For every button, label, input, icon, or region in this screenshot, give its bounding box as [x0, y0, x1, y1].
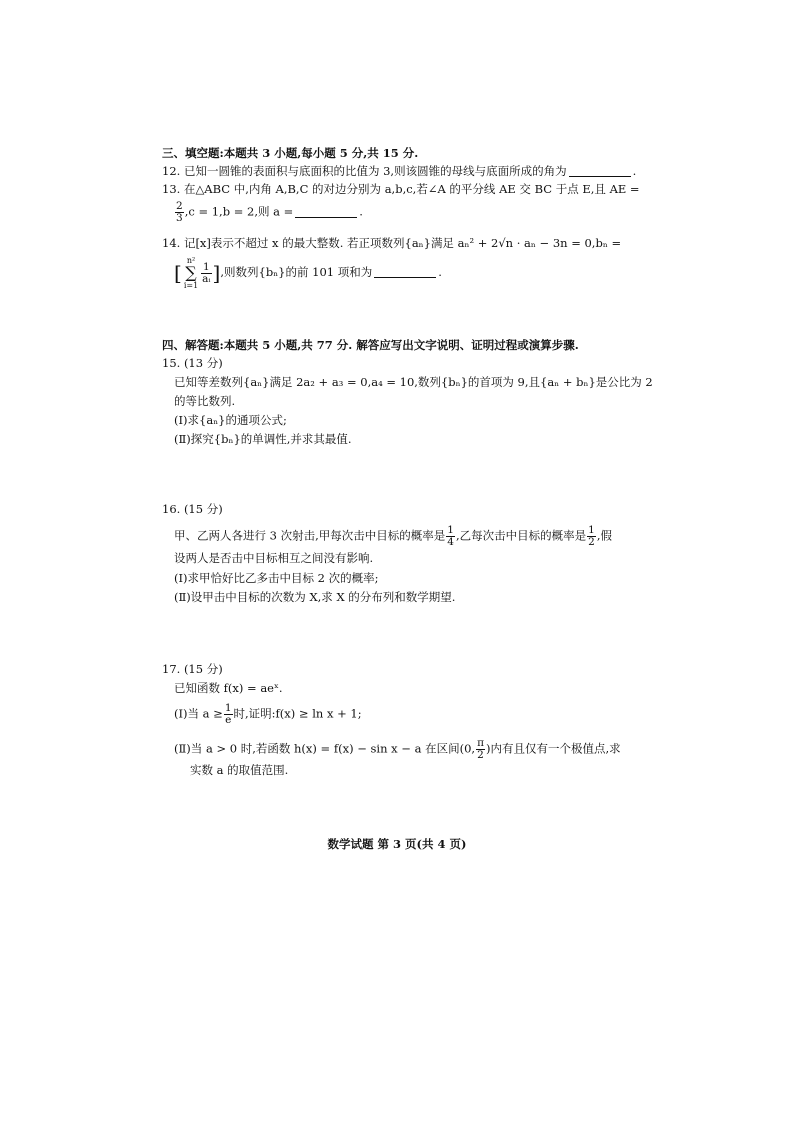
question-14-line2: [n² ∑ i=1 $\frac{1}{\text{aᵢ}}$ ],则数列{bₙ}的前 101 项和为 .: [174, 256, 442, 290]
fraction-2-3: $\frac{2}{3}$: [176, 200, 183, 224]
question-16-line2: 设两人是否击中目标相互之间没有影响.: [174, 551, 374, 565]
question-14-text: ,则数列{bₙ}的前 101 项和为: [220, 265, 373, 279]
question-13-line1: 13. 在△ABC 中,内角 A,B,C 的对边分别为 a,b,c,若∠A 的平分线 AE 交 BC 于点 E,且 AE =: [162, 182, 640, 196]
question-16-part1: (Ⅰ)求甲恰好比乙多击中目标 2 次的概率;: [174, 571, 379, 585]
question-16-part2: (Ⅱ)设甲击中目标的次数为 X,求 X 的分布列和数学期望.: [174, 590, 456, 604]
page-footer: 数学试题 第 3 页(共 4 页): [327, 837, 467, 851]
answer-blank-12: [569, 164, 631, 177]
fraction-1-ai: $\frac{1}{\text{aᵢ}}$: [202, 260, 211, 285]
question-17-part1: (Ⅰ)当 a ≥ $\frac{1}{e}$ 时,证明:f(x) ≥ ln x + 1;: [174, 702, 362, 726]
fraction-1-4: $\frac{1}{4}$: [447, 524, 454, 548]
question-17-line1: 已知函数 f(x) = aeˣ.: [174, 681, 283, 695]
question-15-part2: (Ⅱ)探究{bₙ}的单调性,并求其最值.: [174, 432, 352, 446]
question-12: [162, 163, 636, 179]
section3-title: 三、填空题:本题共 3 小题,每小题 5 分,共 15 分.: [162, 146, 419, 160]
fraction-1-e: $\frac{1}{e}$: [224, 702, 232, 726]
question-14-line1: 14. 记[x]表示不超过 x 的最大整数. 若正项数列{aₙ}满足 aₙ² + 2√n · aₙ − 3n = 0,bₙ =: [162, 236, 622, 250]
question-12-text: 12. 已知一圆锥的表面积与底面积的比值为 3,则该圆锥的母线与底面所成的角为: [162, 164, 567, 178]
answer-blank-14: [374, 265, 436, 278]
question-13-line2: $\frac{2}{3}$ ,c = 1,b = 2,则 a = .: [176, 200, 363, 224]
question-12-end: .: [632, 164, 637, 178]
summation-symbol: n² ∑ i=1: [183, 256, 199, 290]
question-16-line1: 甲、乙两人各进行 3 次射击,甲每次击中目标的概率是 $\frac{1}{4}$ ,乙每次击中目标的概率是 $\frac{1}{2}$ ,假: [174, 524, 612, 548]
question-13-text: ,c = 1,b = 2,则 a =: [184, 204, 294, 219]
question-17-part2-cont: 实数 a 的取值范围.: [190, 763, 289, 777]
fraction-1-2: $\frac{1}{2}$: [588, 524, 595, 548]
answer-blank-13: [295, 205, 357, 218]
question-15-part1: (Ⅰ)求{aₙ}的通项公式;: [174, 413, 287, 427]
question-17-part2: (Ⅱ)当 a > 0 时,若函数 h(x) = f(x) − sin x − a 在区间(0, $\frac{\pi}{2}$ )内有且仅有一个极值点,求: [174, 737, 621, 761]
section4-title: 四、解答题:本题共 5 小题,共 77 分. 解答应写出文字说明、证明过程或演算步骤.: [162, 338, 579, 352]
question-15-line1: 已知等差数列{aₙ}满足 2a₂ + a₃ = 0,a₄ = 10,数列{bₙ}的首项为 9,且{aₙ + bₙ}是公比为 2: [174, 375, 653, 389]
question-17-heading: 17. (15 分): [162, 662, 223, 676]
question-16-heading: 16. (15 分): [162, 502, 223, 516]
fraction-pi-2: $\frac{\pi}{2}$: [477, 737, 484, 761]
question-15-heading: 15. (13 分): [162, 356, 223, 370]
question-15-line2: 的等比数列.: [174, 394, 236, 408]
